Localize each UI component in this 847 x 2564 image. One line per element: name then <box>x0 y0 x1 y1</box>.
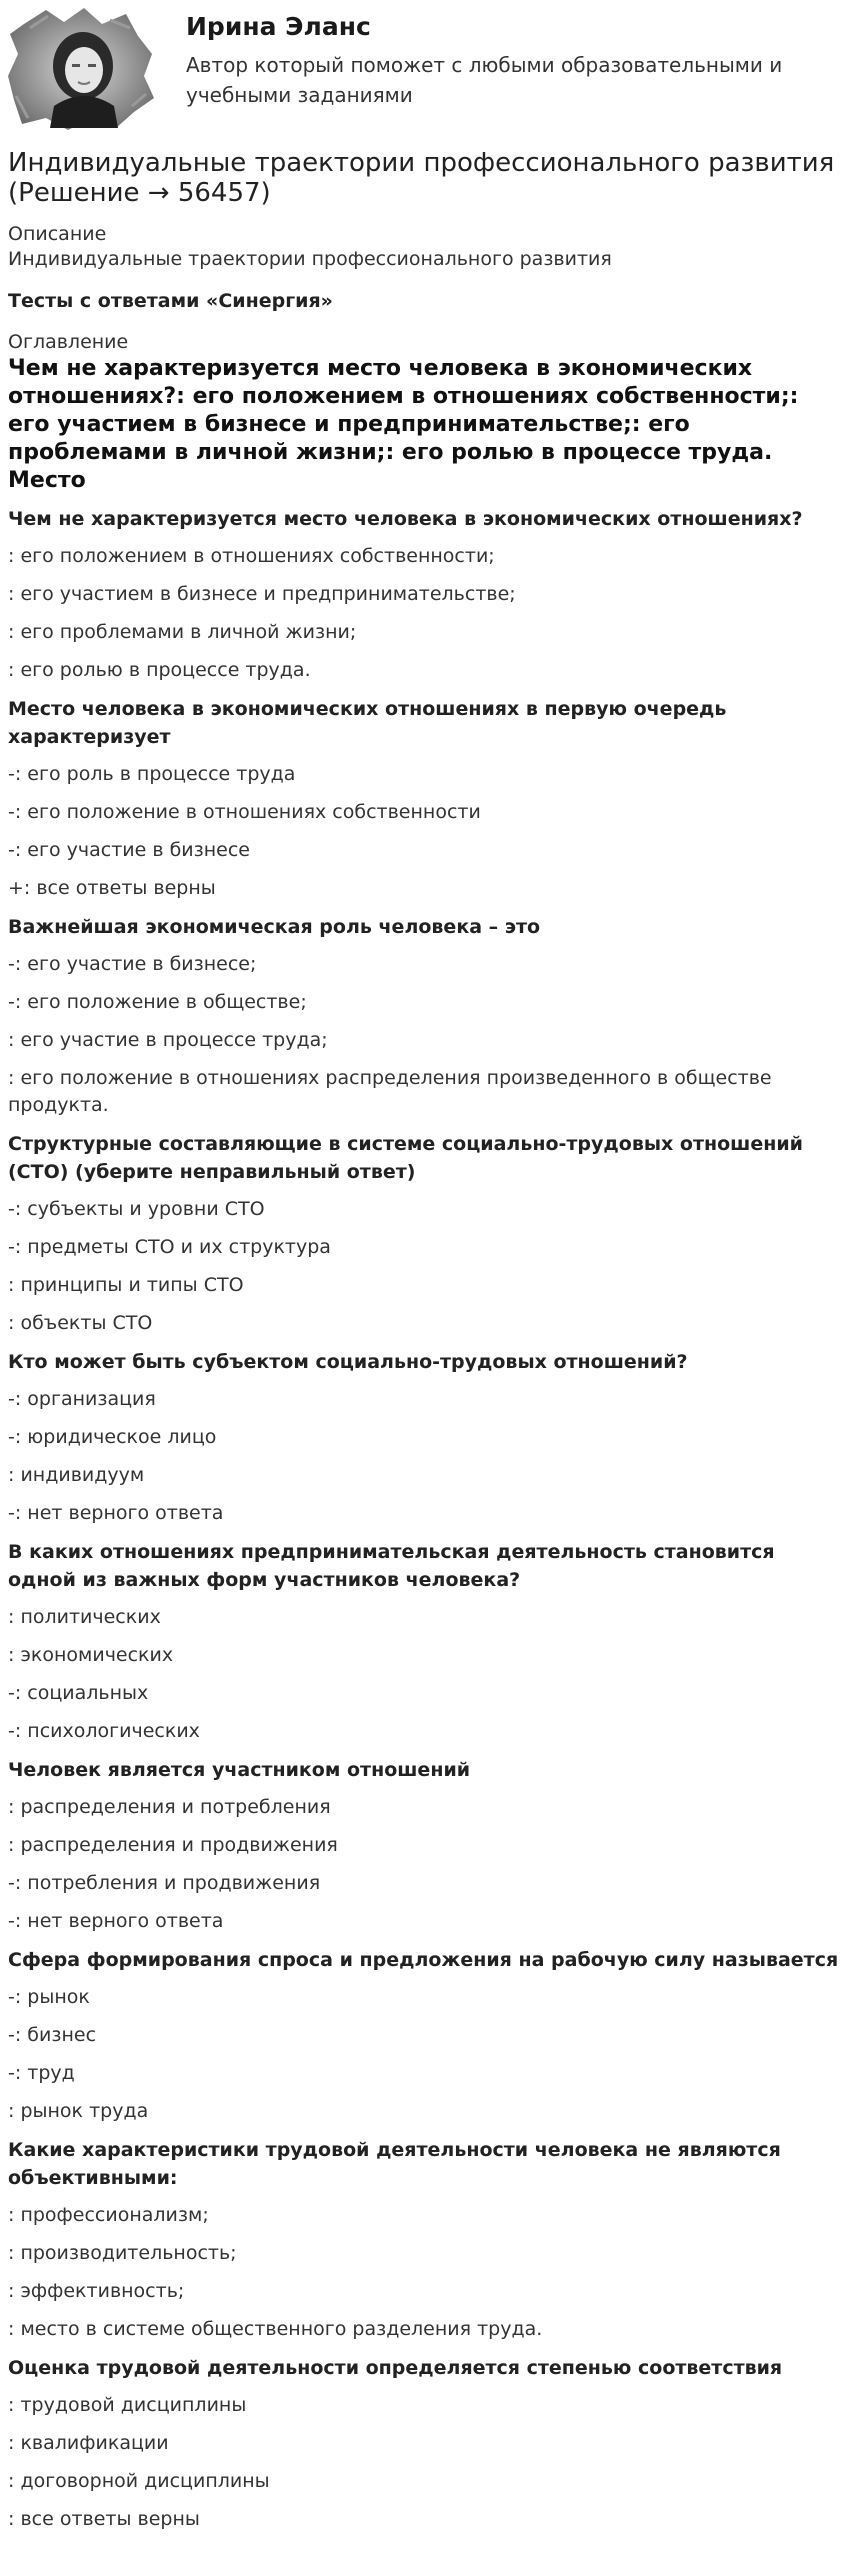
author-card <box>0 0 847 135</box>
answer-option: : его ролью в процессе труда. <box>8 659 311 681</box>
answer-option: -: нет верного ответа <box>8 1502 224 1524</box>
question-text: Какие характеристики трудовой деятельности человека не являются объективными: <box>8 2139 781 2189</box>
answer-option: : распределения и потребления <box>8 1796 331 1818</box>
question-text: Место человека в экономических отношениях в первую очередь характеризует <box>8 698 727 748</box>
question-text: Человек является участником отношений <box>8 1759 471 1781</box>
author-avatar[interactable] <box>6 6 156 131</box>
question-text: Чем не характеризуется место человека в экономических отношениях? <box>8 508 803 530</box>
answer-option: : производительность; <box>8 2242 237 2264</box>
question-block <box>8 695 840 902</box>
answer-option: -: юридическое лицо <box>8 1426 217 1448</box>
answer-option: : распределения и продвижения <box>8 1834 338 1856</box>
answer-option: -: бизнес <box>8 2024 97 2046</box>
answer-option: -: его положение в отношениях собственности <box>8 801 481 823</box>
question-text: Оценка трудовой деятельности определяется степенью соответствия <box>8 2357 783 2379</box>
page-title: Индивидуальные траектории профессионального развития (Решение → 56457) <box>8 148 835 208</box>
answer-option: -: субъекты и уровни СТО <box>8 1198 265 1220</box>
answer-option: : его положение в отношениях распределения произведенного в обществе продукта. <box>8 1067 772 1116</box>
answer-option: -: его положение в обществе; <box>8 991 307 1013</box>
answer-option: -: социальных <box>8 1682 149 1704</box>
answer-option: -: труд <box>8 2062 75 2084</box>
toc-label: Оглавление <box>8 331 129 353</box>
answer-option: -: его участие в бизнесе; <box>8 953 257 975</box>
question-block <box>8 2136 840 2343</box>
answer-option: : договорной дисциплины <box>8 2470 270 2492</box>
answer-option: : его проблемами в личной жизни; <box>8 621 357 643</box>
answer-option: : эффективность; <box>8 2280 185 2302</box>
answer-option: -: психологических <box>8 1720 200 1742</box>
answer-option: : его участие в процессе труда; <box>8 1029 328 1051</box>
question-text: В каких отношениях предпринимательская деятельность становится одной из важных форм участников человека? <box>8 1541 775 1591</box>
section-label: Тесты с ответами «Синергия» <box>8 290 333 312</box>
toc-heading: Чем не характеризуется место человека в экономических отношениях?: его положением в отношениях собственности;: его участием в бизнесе и предпринимательстве;: его проблемами в личной жизни;: его ролью в процессе труда. Место <box>8 356 799 493</box>
answer-option: : экономических <box>8 1644 174 1666</box>
author-name[interactable]: Ирина Эланс <box>186 12 371 41</box>
description-text: Индивидуальные траектории профессионального развития <box>8 248 612 270</box>
answer-option: : принципы и типы СТО <box>8 1274 244 1296</box>
answer-option: -: его роль в процессе труда <box>8 763 296 785</box>
answer-option: : его положением в отношениях собственности; <box>8 545 495 567</box>
answer-option: : политических <box>8 1606 161 1628</box>
question-block <box>8 505 840 684</box>
answer-option: +: все ответы верны <box>8 877 216 899</box>
question-block <box>8 1348 840 1527</box>
answer-option: : трудовой дисциплины <box>8 2394 247 2416</box>
question-text: Структурные составляющие в системе социально-трудовых отношений (СТО) (уберите неправильный ответ) <box>8 1133 803 1183</box>
description-label: Описание <box>8 223 107 245</box>
question-block <box>8 913 840 1119</box>
question-text: Кто может быть субъектом социально-трудовых отношений? <box>8 1351 688 1373</box>
answer-option: : объекты СТО <box>8 1312 153 1334</box>
answer-option: -: предметы СТО и их структура <box>8 1236 331 1258</box>
answer-option: : место в системе общественного разделения труда. <box>8 2318 543 2340</box>
answer-option: : профессионализм; <box>8 2204 209 2226</box>
question-block <box>8 2354 840 2533</box>
answer-option: -: нет верного ответа <box>8 1910 224 1932</box>
question-block <box>8 1946 840 2125</box>
answer-option: : его участием в бизнесе и предпринимательстве; <box>8 583 516 605</box>
answer-option: : индивидуум <box>8 1464 145 1486</box>
question-block <box>8 1538 840 1745</box>
question-block <box>8 1130 840 1337</box>
answer-option: -: организация <box>8 1388 156 1410</box>
question-text: Сфера формирования спроса и предложения на рабочую силу называется <box>8 1949 839 1971</box>
answer-option: -: рынок <box>8 1986 90 2008</box>
question-text: Важнейшая экономическая роль человека – это <box>8 916 541 938</box>
author-description: Автор который поможет с любыми образовательными и учебными заданиями <box>186 53 783 107</box>
document-content <box>8 148 840 2544</box>
answer-option: -: потребления и продвижения <box>8 1872 321 1894</box>
answer-option: -: его участие в бизнесе <box>8 839 250 861</box>
answer-option: : все ответы верны <box>8 2508 200 2530</box>
question-block <box>8 1756 840 1935</box>
answer-option: : квалификации <box>8 2432 169 2454</box>
answer-option: : рынок труда <box>8 2100 149 2122</box>
